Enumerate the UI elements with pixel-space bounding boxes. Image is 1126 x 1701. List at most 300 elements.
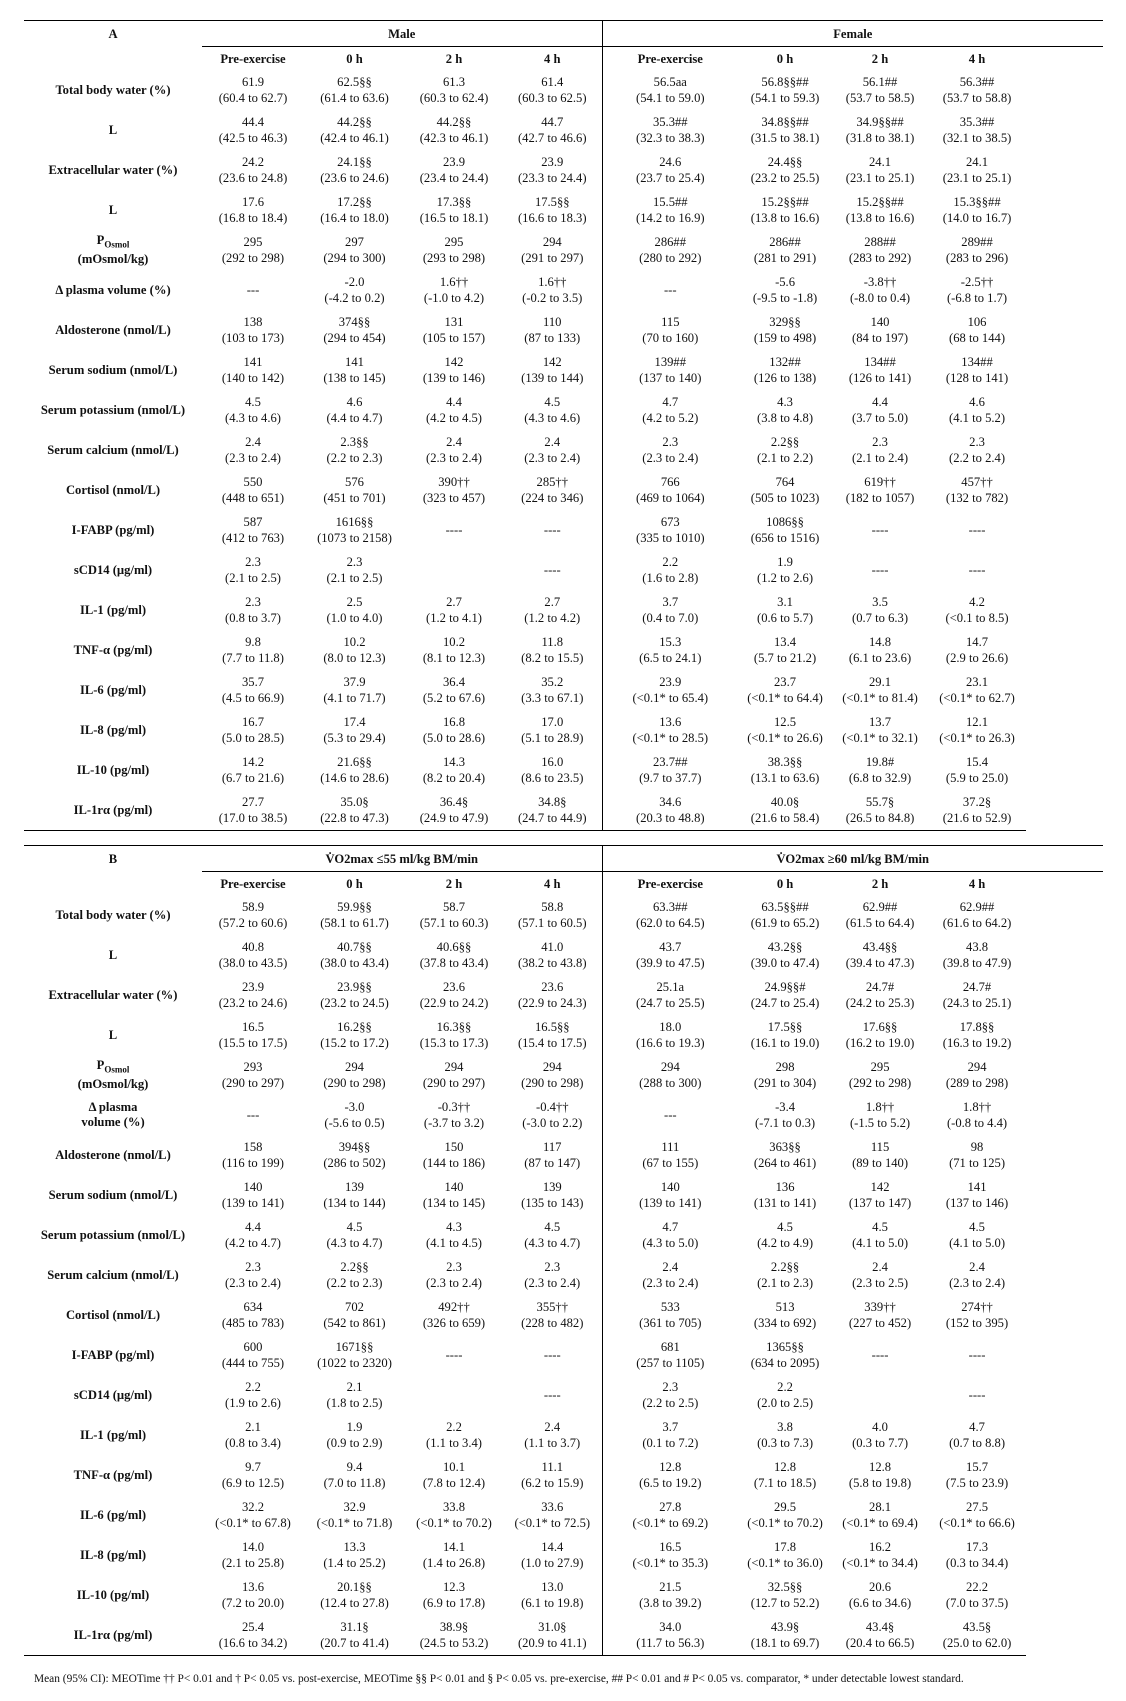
cell-value: 2.4 [544, 435, 561, 449]
cell-ci: (20.7 to 41.4) [320, 1636, 389, 1650]
cell-ci: (1.1 to 3.4) [426, 1436, 482, 1450]
cell-value: 17.3§§ [436, 195, 472, 209]
table-cell [928, 230, 1026, 270]
row-label: Extracellular water (%) [48, 987, 178, 1002]
cell-ci: (53.7 to 58.8) [942, 91, 1012, 105]
cell-value: 2.3 [662, 435, 679, 449]
table-row [24, 230, 1103, 270]
cell-ci: (182 to 1057) [845, 491, 915, 505]
cell-value: 13.6 [659, 715, 682, 729]
table-cell [602, 1455, 738, 1495]
table-cell [202, 1215, 304, 1255]
cell-ci: (60.3 to 62.4) [419, 91, 489, 105]
row-label: I-FABP (pg/ml) [71, 522, 155, 537]
panel-a-col-header: 2 h [871, 51, 889, 66]
cell-ci: (0.7 to 8.8) [949, 1436, 1006, 1450]
table-cell [832, 750, 928, 790]
cell-ci: (24.3 to 25.1) [942, 996, 1012, 1010]
panel-b-col-header: 0 h [776, 876, 794, 891]
cell-ci: (9.7 to 37.7) [639, 771, 702, 785]
cell-value: ---- [543, 1348, 561, 1362]
cell-value: 1.9 [777, 555, 793, 569]
table-row [24, 510, 1103, 550]
cell-value: 1.9 [346, 1420, 363, 1434]
table-cell [202, 1495, 304, 1535]
cell-value: 62.5§§ [337, 75, 372, 89]
cell-value: ---- [871, 1348, 889, 1362]
cell-value: 24.7# [865, 980, 895, 994]
table-cell [304, 710, 405, 750]
cell-value: 4.5 [346, 1220, 363, 1234]
cell-ci: (6.2 to 15.9) [521, 1476, 584, 1490]
cell-value: 2.3 [245, 1260, 261, 1274]
cell-value: 1.6†† [538, 275, 567, 289]
table-cell [738, 270, 832, 310]
cell-ci: (292 to 298) [848, 1076, 912, 1090]
table-cell [405, 190, 503, 230]
cell-ci: (16.6 to 18.3) [517, 211, 587, 225]
cell-ci: (21.6 to 52.9) [942, 811, 1012, 825]
row-label: IL-6 (pg/ml) [79, 1507, 147, 1522]
table-cell [738, 670, 832, 710]
cell-ci: (257 to 1105) [636, 1356, 705, 1370]
cell-value: 139 [345, 1180, 364, 1194]
cell-value: 2.3 [662, 1380, 679, 1394]
cell-ci: (451 to 701) [323, 491, 386, 505]
cell-ci: (7.7 to 11.8) [222, 651, 284, 665]
cell-value: ---- [445, 1348, 463, 1362]
panel-b-col-header: 4 h [968, 876, 986, 891]
cell-ci: (1.4 to 26.8) [422, 1556, 486, 1570]
cell-ci: (24.2 to 25.3) [845, 996, 915, 1010]
table-cell [832, 1015, 928, 1055]
cell-ci: (15.4 to 17.5) [517, 1036, 587, 1050]
table-cell [202, 895, 304, 935]
table-cell [405, 1175, 503, 1215]
row-label: sCD14 (µg/ml) [73, 562, 153, 577]
cell-value: 274†† [961, 1300, 993, 1314]
cell-ci: (20.4 to 66.5) [845, 1636, 915, 1650]
table-cell [602, 670, 738, 710]
table-cell [304, 1255, 405, 1295]
cell-ci: (14.6 to 28.6) [320, 771, 389, 785]
table-cell [602, 1015, 738, 1055]
cell-ci: (505 to 1023) [750, 491, 820, 505]
table-cell [832, 70, 928, 110]
cell-ci: (131 to 141) [753, 1196, 817, 1210]
row-label: L [108, 122, 118, 137]
cell-value: 2.3 [872, 435, 888, 449]
cell-ci: (<0.1* to 69.2) [632, 1516, 709, 1530]
cell-value: 2.3§§ [340, 435, 369, 449]
cell-value: 40.8 [241, 940, 265, 954]
table-cell [832, 1495, 928, 1535]
cell-value: 43.4§ [865, 1620, 895, 1634]
cell-value: 24.1§§ [337, 155, 372, 169]
table-cell [832, 1375, 928, 1415]
cell-ci: (5.3 to 29.4) [323, 731, 386, 745]
table-cell [928, 975, 1026, 1015]
table-cell [738, 390, 832, 430]
cell-value: 4.5 [969, 1220, 985, 1234]
cell-ci: (6.1 to 19.8) [521, 1596, 584, 1610]
cell-value: 32.5§§ [767, 1580, 803, 1594]
table-cell [304, 670, 405, 710]
cell-value: 681 [660, 1340, 680, 1354]
table-cell [304, 1055, 405, 1095]
cell-ci: (18.1 to 69.7) [750, 1636, 820, 1650]
cell-ci: (132 to 782) [945, 491, 1009, 505]
cell-ci: (2.3 to 2.4) [524, 451, 581, 465]
table-cell [405, 670, 503, 710]
cell-ci: (2.2 to 2.5) [642, 1396, 699, 1410]
cell-value: 11.1 [541, 1460, 564, 1474]
cell-value: 587 [243, 515, 263, 529]
table-cell [602, 630, 738, 670]
table-cell [304, 1415, 405, 1455]
table-cell [832, 190, 928, 230]
row-label: TNF-α (pg/ml) [73, 642, 153, 657]
table-cell [738, 1375, 832, 1415]
cell-ci: (-4.2 to 0.2) [324, 291, 385, 305]
table-cell [832, 710, 928, 750]
cell-value: -3.0 [344, 1100, 365, 1114]
cell-value: 16.5§§ [534, 1020, 570, 1034]
row-label: Aldosterone (nmol/L) [55, 322, 171, 337]
cell-ci: (23.4 to 24.4) [419, 171, 489, 185]
table-cell [405, 1415, 503, 1455]
cell-value: 36.4 [442, 675, 466, 689]
table-row [24, 790, 1103, 831]
cell-ci: (6.5 to 19.2) [639, 1476, 702, 1490]
cell-value: 24.1 [869, 155, 892, 169]
table-cell [202, 350, 304, 390]
cell-value: 2.3 [245, 555, 261, 569]
table-row [24, 1495, 1103, 1535]
table-cell [832, 310, 928, 350]
table-cell [503, 470, 602, 510]
cell-ci: (0.4 to 7.0) [642, 611, 699, 625]
cell-value: 58.8 [541, 900, 564, 914]
table-cell [405, 390, 503, 430]
table-cell [928, 590, 1026, 630]
cell-value: 289## [961, 235, 993, 249]
table-cell [405, 550, 503, 590]
row-label: L [108, 202, 118, 217]
table-cell [832, 470, 928, 510]
cell-ci: (139 to 146) [422, 371, 486, 385]
table-cell [503, 310, 602, 350]
cell-value: ---- [968, 523, 986, 537]
cell-ci: (39.8 to 47.9) [942, 956, 1012, 970]
table-row [24, 1215, 1103, 1255]
table-cell [202, 1095, 304, 1135]
cell-value: 374§§ [338, 315, 371, 329]
table-cell [738, 1415, 832, 1455]
cell-ci: (1073 to 2158) [317, 531, 392, 545]
cell-value: 24.1 [966, 155, 989, 169]
table-cell [602, 1535, 738, 1575]
table-cell [832, 1295, 928, 1335]
table-cell [738, 1015, 832, 1055]
cell-ci: (57.1 to 60.3) [419, 916, 489, 930]
cell-ci: (<0.1* to 70.2) [747, 1516, 823, 1530]
cell-value: 43.9§ [770, 1620, 800, 1634]
cell-value: 56.5aa [653, 75, 687, 89]
table-cell [503, 1015, 602, 1055]
table-row [24, 590, 1103, 630]
table-cell [602, 1175, 738, 1215]
cell-ci: (289 to 298) [945, 1076, 1009, 1090]
cell-value: 28.1 [869, 1500, 892, 1514]
cell-value: 140 [660, 1180, 680, 1194]
table-row [24, 1175, 1103, 1215]
table-cell [602, 1615, 738, 1656]
cell-value: 294 [660, 1060, 680, 1074]
table-row [24, 895, 1103, 935]
cell-ci: (2.3 to 2.4) [642, 1276, 699, 1290]
table-cell [602, 1375, 738, 1415]
cell-ci: (2.3 to 2.4) [225, 1276, 281, 1290]
table-row [24, 310, 1103, 350]
cell-ci: (23.7 to 25.4) [636, 171, 705, 185]
table-cell [928, 550, 1026, 590]
cell-value: 140 [243, 1180, 263, 1194]
cell-value: 4.4 [872, 395, 888, 409]
table-cell [928, 510, 1026, 550]
cell-ci: (26.5 to 84.8) [845, 811, 915, 825]
cell-value: 13.0 [541, 1580, 564, 1594]
cell-ci: (0.3 to 7.3) [757, 1436, 814, 1450]
table-row [24, 670, 1103, 710]
cell-ci: (1.1 to 3.7) [524, 1436, 581, 1450]
table-cell [928, 1375, 1026, 1415]
cell-ci: (291 to 297) [521, 251, 584, 265]
cell-ci: (137 to 146) [945, 1196, 1009, 1210]
table-cell [602, 110, 738, 150]
table-footnote: Mean (95% CI): MEOTime †† P< 0.01 and † P< 0.05 vs. post-exercise, MEOTime §§ P< 0.01 and § P< 0.05 vs. pre-exercise, ## P< 0.01 and # P< 0.05 vs. comparator, * under detectable lowest standard. [34, 1673, 964, 1685]
table-cell [405, 1255, 503, 1295]
cell-ci: (286 to 502) [323, 1156, 386, 1170]
cell-value: 141 [345, 355, 364, 369]
cell-ci: (23.2 to 24.6) [218, 996, 288, 1010]
panel-a-table [24, 20, 1103, 831]
cell-value: 17.2§§ [337, 195, 372, 209]
cell-value: 16.7 [241, 715, 265, 729]
cell-ci: (290 to 298) [521, 1076, 584, 1090]
cell-value: 27.8 [659, 1500, 682, 1514]
cell-ci: (16.1 to 19.0) [750, 1036, 820, 1050]
cell-value: 15.3 [659, 635, 682, 649]
cell-value: 59.9§§ [337, 900, 372, 914]
cell-ci: (1.2 to 2.6) [757, 571, 814, 585]
cell-ci: (37.8 to 43.4) [419, 956, 489, 970]
table-row [24, 150, 1103, 190]
cell-value: ---- [445, 523, 463, 537]
cell-value: 132## [769, 355, 801, 369]
cell-value: 20.1§§ [337, 1580, 372, 1594]
table-cell [202, 710, 304, 750]
cell-value: 1.6†† [439, 275, 469, 289]
table-cell [602, 790, 738, 831]
cell-ci: (7.5 to 23.9) [945, 1476, 1009, 1490]
cell-value: 21.6§§ [337, 755, 372, 769]
table-cell [738, 630, 832, 670]
cell-ci: (13.8 to 16.6) [845, 211, 915, 225]
table-cell [738, 590, 832, 630]
cell-value: 294 [542, 235, 562, 249]
cell-ci: (16.4 to 18.0) [320, 211, 389, 225]
cell-ci: (227 to 452) [848, 1316, 912, 1330]
group-header-high-vo2max: V̇O2max ≥60 ml/kg BM/min [602, 846, 1103, 872]
cell-value: 4.5 [544, 395, 561, 409]
cell-ci: (<0.1* to 72.5) [514, 1516, 591, 1530]
cell-value: 2.5 [346, 595, 363, 609]
cell-ci: (42.3 to 46.1) [419, 131, 489, 145]
table-row [24, 270, 1103, 310]
cell-value: 294 [444, 1060, 464, 1074]
table-cell [202, 1455, 304, 1495]
cell-value: 2.3 [245, 595, 261, 609]
cell-value: 106 [967, 315, 987, 329]
cell-value: 3.5 [872, 595, 888, 609]
table-cell [503, 230, 602, 270]
cell-value: 294 [967, 1060, 987, 1074]
table-cell [202, 750, 304, 790]
cell-value: 25.1a [656, 980, 685, 994]
table-cell [304, 230, 405, 270]
table-cell [405, 975, 503, 1015]
table-cell [928, 270, 1026, 310]
cell-ci: (8.6 to 23.5) [521, 771, 584, 785]
cell-ci: (4.2 to 4.7) [225, 1236, 281, 1250]
cell-value: 142 [542, 355, 562, 369]
cell-value: 13.7 [869, 715, 892, 729]
table-cell [202, 935, 304, 975]
cell-ci: (2.1 to 2.5) [225, 571, 281, 585]
panel-a-col-header: 2 h [445, 51, 463, 66]
table-cell [738, 1055, 832, 1095]
cell-value: 31.1§ [340, 1620, 369, 1634]
cell-value: 34.8§ [538, 795, 567, 809]
cell-ci: (228 to 482) [521, 1316, 584, 1330]
cell-value: 286## [769, 235, 801, 249]
cell-ci: (0.3 to 34.4) [945, 1556, 1009, 1570]
table-cell [503, 150, 602, 190]
table-cell [405, 1215, 503, 1255]
cell-ci: (38.0 to 43.5) [218, 956, 288, 970]
cell-ci: (2.1 to 2.4) [852, 451, 909, 465]
table-cell [503, 270, 602, 310]
cell-value: 110 [543, 315, 562, 329]
cell-value: 21.5 [659, 1580, 682, 1594]
table-cell [928, 110, 1026, 150]
table-cell [304, 70, 405, 110]
cell-ci: (13.1 to 63.6) [750, 771, 820, 785]
cell-value: 13.4 [774, 635, 797, 649]
cell-ci: (444 to 755) [221, 1356, 285, 1370]
cell-ci: (105 to 157) [422, 331, 486, 345]
table-cell [738, 790, 832, 831]
table-cell [928, 630, 1026, 670]
cell-value: 619†† [864, 475, 896, 489]
cell-ci: (361 to 705) [639, 1316, 702, 1330]
cell-value: 12.8 [659, 1460, 682, 1474]
cell-ci: (4.2 to 5.2) [642, 411, 699, 425]
cell-value: 14.3 [442, 755, 466, 769]
table-cell [503, 1575, 602, 1615]
cell-value: 158 [243, 1140, 263, 1154]
cell-ci: (288 to 300) [639, 1076, 702, 1090]
cell-value: 20.6 [869, 1580, 892, 1594]
table-cell [928, 1175, 1026, 1215]
table-row [24, 550, 1103, 590]
table-cell [405, 1055, 503, 1095]
cell-value: 17.4 [343, 715, 366, 729]
cell-ci: (89 to 140) [852, 1156, 909, 1170]
table-cell [832, 1255, 928, 1295]
cell-value: 40.6§§ [436, 940, 472, 954]
cell-ci: (1.0 to 4.0) [326, 611, 383, 625]
cell-value: 22.2 [966, 1580, 989, 1594]
cell-value: 23.9 [659, 675, 682, 689]
table-cell [738, 1535, 832, 1575]
cell-ci: (38.2 to 43.8) [517, 956, 587, 970]
cell-ci: (20.3 to 48.8) [636, 811, 705, 825]
cell-ci: (224 to 346) [521, 491, 584, 505]
cell-ci: (1.8 to 2.5) [326, 1396, 383, 1410]
cell-value: 293 [243, 1060, 263, 1074]
cell-ci: (<0.1* to 35.3) [632, 1556, 709, 1570]
cell-ci: (-1.5 to 5.2) [849, 1116, 911, 1130]
table-cell [928, 1575, 1026, 1615]
row-label: TNF-α (pg/ml) [73, 1467, 153, 1482]
cell-ci: (290 to 297) [422, 1076, 486, 1090]
cell-ci: (448 to 651) [221, 491, 285, 505]
cell-value: 3.7 [662, 595, 679, 609]
table-cell [202, 270, 304, 310]
cell-value: 390†† [438, 475, 470, 489]
cell-ci: (7.0 to 37.5) [945, 1596, 1009, 1610]
cell-value: 17.8 [774, 1540, 797, 1554]
row-label: $P_{Osmol}$ (mOsmol/kg) [77, 1057, 149, 1092]
cell-ci: (-3.7 to 3.2) [423, 1116, 485, 1130]
cell-ci: (1.0 to 27.9) [521, 1556, 584, 1570]
table-cell [405, 710, 503, 750]
panel-a-header-blank [24, 47, 202, 71]
cell-ci: (2.3 to 2.4) [524, 1276, 581, 1290]
cell-value: 2.4 [969, 1260, 985, 1274]
table-row [24, 975, 1103, 1015]
cell-value: 17.6§§ [862, 1020, 898, 1034]
table-cell [304, 150, 405, 190]
cell-value: 2.7 [446, 595, 462, 609]
panel-a-col-header: 0 h [346, 51, 363, 66]
cell-ci: (144 to 186) [422, 1156, 486, 1170]
cell-ci: (23.2 to 25.5) [750, 171, 820, 185]
cell-value: 355†† [536, 1300, 569, 1314]
table-cell [928, 710, 1026, 750]
row-label: L [108, 947, 118, 962]
table-cell [928, 1535, 1026, 1575]
cell-value: 16.0 [541, 755, 564, 769]
cell-value: 12.8 [869, 1460, 892, 1474]
table-cell [304, 590, 405, 630]
table-cell [304, 430, 405, 470]
cell-value: ---- [968, 563, 986, 577]
table-cell [928, 190, 1026, 230]
row-label: sCD14 (µg/ml) [73, 1387, 153, 1402]
